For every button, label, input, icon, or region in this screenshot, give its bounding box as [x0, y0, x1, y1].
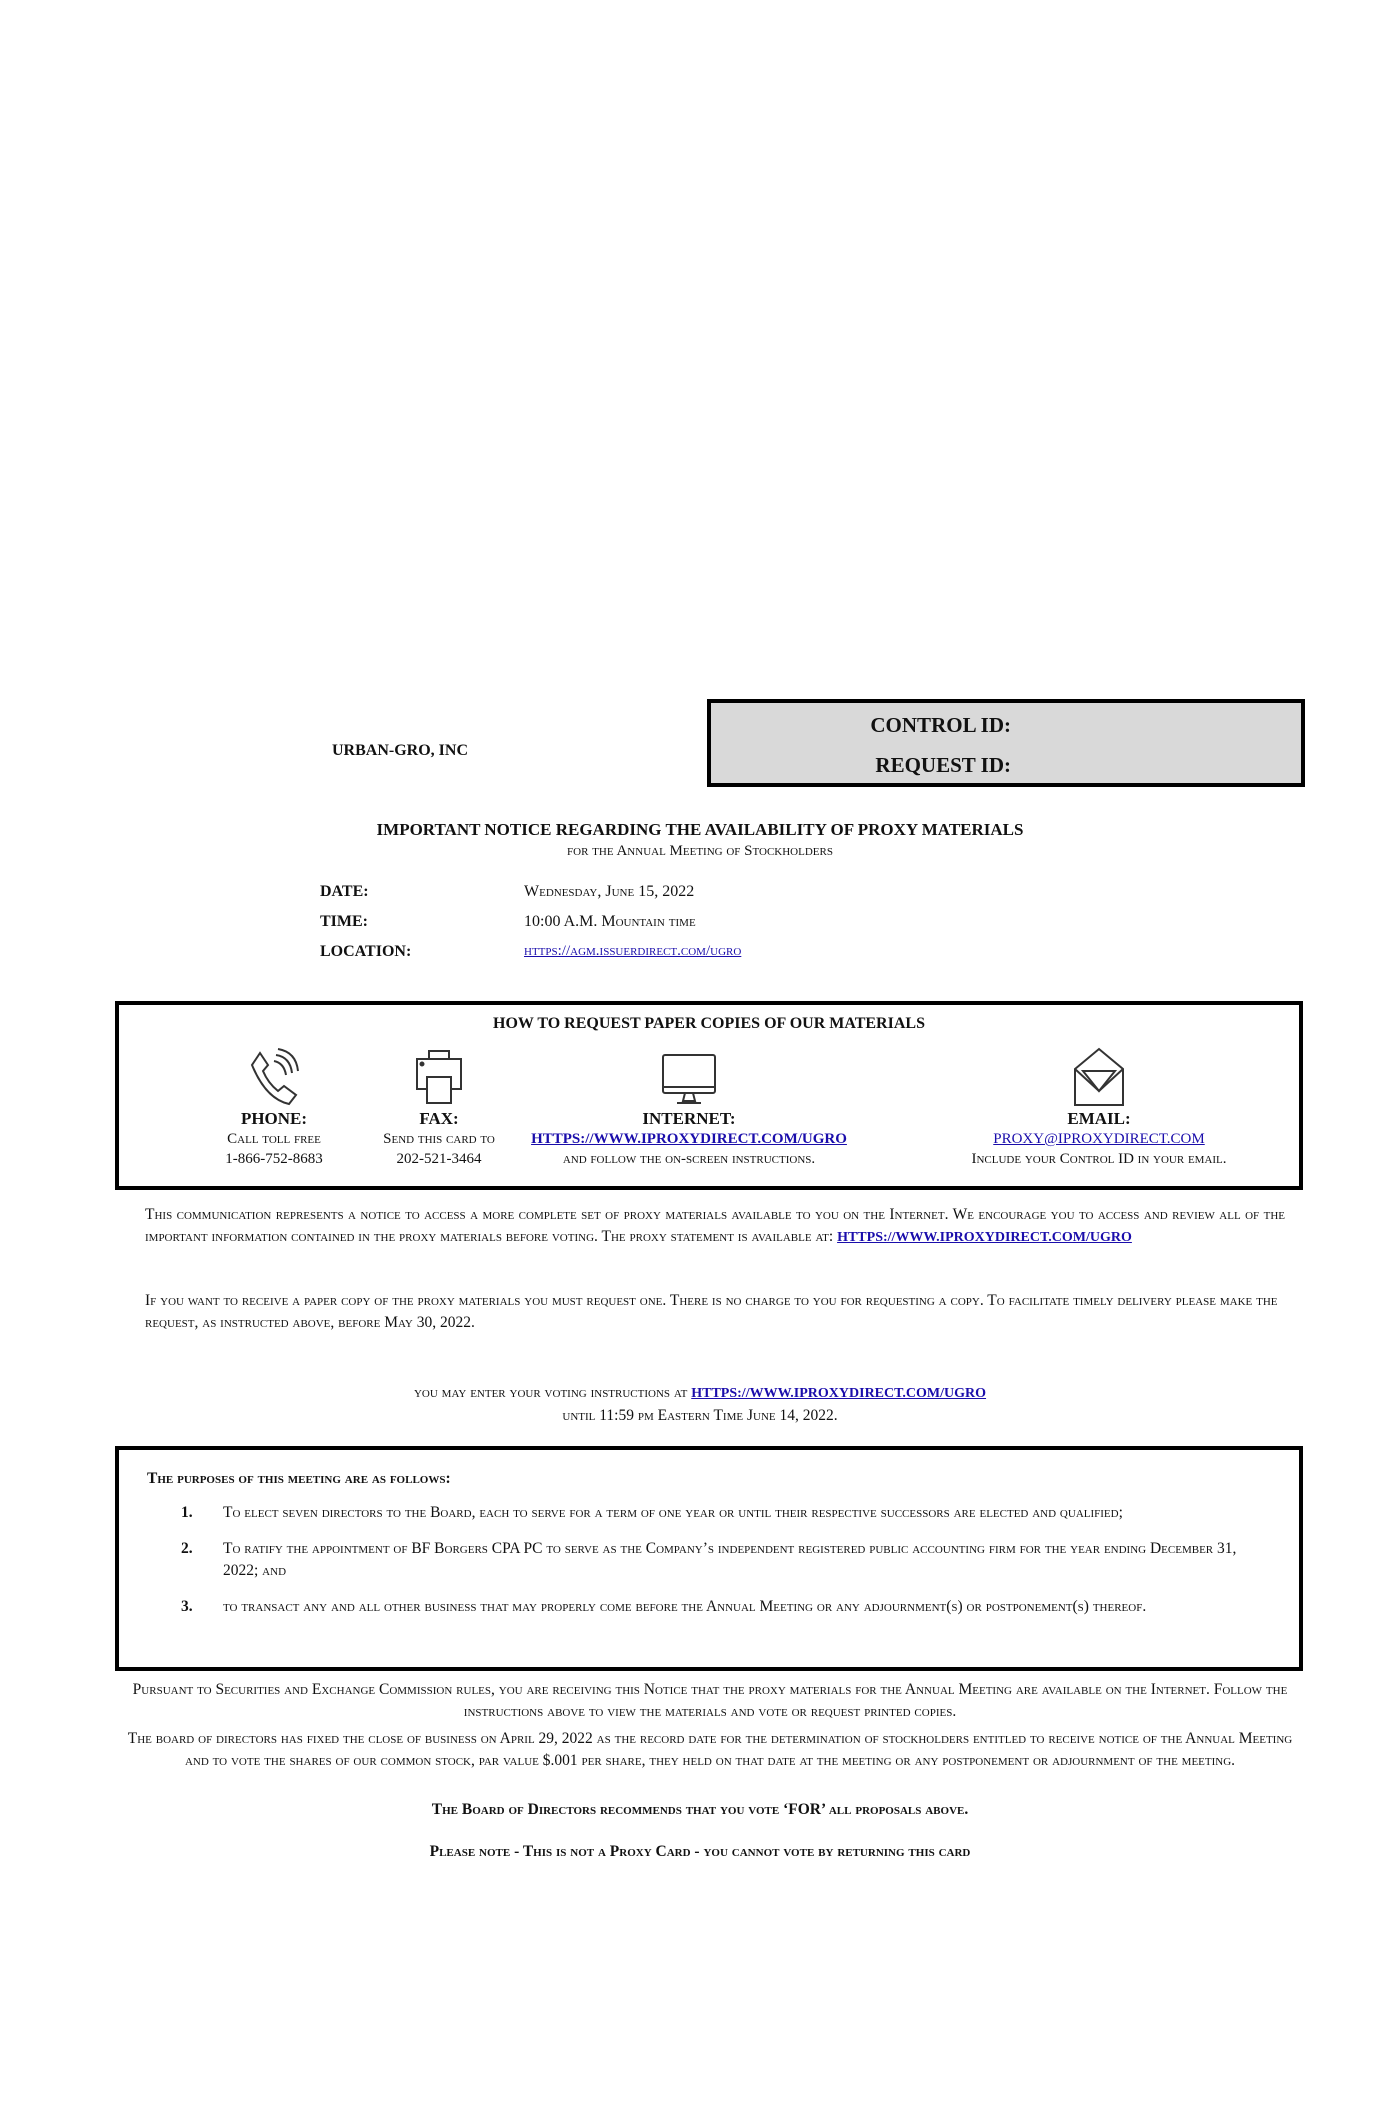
notice-subtitle: for the Annual Meeting of Stockholders [567, 843, 833, 859]
voting-instructions: you may enter your voting instructions at HTTPS://WWW.IPROXYDIRECT.COM/UGRO until 11:59 pm Eastern Time June 14, 2022. [413, 1384, 987, 1424]
internet-method: INTERNET: HTTPS://WWW.IPROXYDIRECT.COM/UGRO and follow the on-screen instructions. [519, 1045, 859, 1169]
board-recommendation: The Board of Directors recommends that you vote ‘FOR’ all proposals above. [431, 1801, 969, 1818]
company-name: URBAN-GRO, INC [332, 742, 468, 759]
notice-title: IMPORTANT NOTICE REGARDING THE AVAILABILITY OF PROXY MATERIALS [376, 820, 1024, 839]
paper-copy-paragraph: If you want to receive a paper copy of the proxy materials you must request one. There is no charge to you for requesting a copy. To facilitate timely delivery please make the request, as instructed above, before May 30, 2022. [145, 1292, 1278, 1331]
email-link[interactable]: PROXY@IPROXYDIRECT.COM [993, 1131, 1205, 1147]
location-label: LOCATION: [320, 943, 412, 960]
fax-icon [344, 1045, 534, 1107]
internet-link[interactable]: HTTPS://WWW.IPROXYDIRECT.COM/UGRO [531, 1131, 847, 1147]
record-date-paragraph: The board of directors has fixed the close of business on April 29, 2022 as the record date for the determination of stockholders entitled to receive notice of the Annual Meeting and to vote the shares of our common stock, par value $.001 per share, they held on that date at the meeting or any postponement or adjournment of the meeting. [127, 1730, 1293, 1769]
envelope-icon [924, 1045, 1274, 1107]
date-value: Wednesday, June 15, 2022 [524, 883, 695, 900]
control-id-label: CONTROL ID: [870, 713, 1011, 737]
purposes-list [147, 1502, 1257, 1632]
control-id-box [707, 699, 1305, 787]
purposes-box [115, 1446, 1303, 1671]
date-label: DATE: [320, 883, 369, 900]
pursuant-paragraph: Pursuant to Securities and Exchange Commission rules, you are receiving this Notice that the proxy materials for the Annual Meeting are available on the Internet. Follow the instructions above to view the materials and vote or request printed copies. [132, 1681, 1288, 1720]
request-title: HOW TO REQUEST PAPER COPIES OF OUR MATERIALS [493, 1015, 925, 1032]
request-copies-box [115, 1001, 1303, 1190]
purpose-item: 1. To elect seven directors to the Board, each to serve for a term of one year or until their respective successors are elected and qualified; [181, 1504, 1123, 1521]
time-label: TIME: [320, 913, 368, 930]
time-value: 10:00 A.M. Mountain time [524, 913, 696, 930]
voting-link[interactable]: HTTPS://WWW.IPROXYDIRECT.COM/UGRO [691, 1386, 987, 1401]
purpose-item: 2. To ratify the appointment of BF Borgers CPA PC to serve as the Company’s independent registered public accounting firm for the year ending December 31, 2022; and [181, 1540, 1237, 1579]
request-id-label: REQUEST ID: [875, 753, 1011, 777]
notice-paragraph: This communication represents a notice to access a more complete set of proxy materials available to you on the Internet. We encourage you to access and review all of the important information contained in the proxy materials before voting. The proxy statement is available at: HTTPS://WWW.IPROXYDIRECT.COM/UGRO [145, 1206, 1285, 1245]
email-method: EMAIL: PROXY@IPROXYDIRECT.COM Include your Control ID in your email. [924, 1045, 1274, 1169]
fax-method: FAX: Send this card to 202-521-3464 [344, 1045, 534, 1169]
phone-method: PHONE: Call toll free 1-866-752-8683 [179, 1045, 369, 1169]
monitor-icon [519, 1045, 859, 1107]
phone-icon [179, 1045, 369, 1107]
purpose-item: 3. to transact any and all other business that may properly come before the Annual Meeting or any adjournment(s) or postponement(s) thereof. [181, 1598, 1147, 1615]
not-proxy-card-note: Please note - This is not a Proxy Card - you cannot vote by returning this card [429, 1843, 971, 1860]
proxy-statement-link[interactable]: HTTPS://WWW.IPROXYDIRECT.COM/UGRO [837, 1230, 1132, 1245]
location-link[interactable]: https://agm.issuerdirect.com/ugro [524, 943, 742, 959]
purposes-heading: The purposes of this meeting are as follows: [147, 1470, 451, 1487]
